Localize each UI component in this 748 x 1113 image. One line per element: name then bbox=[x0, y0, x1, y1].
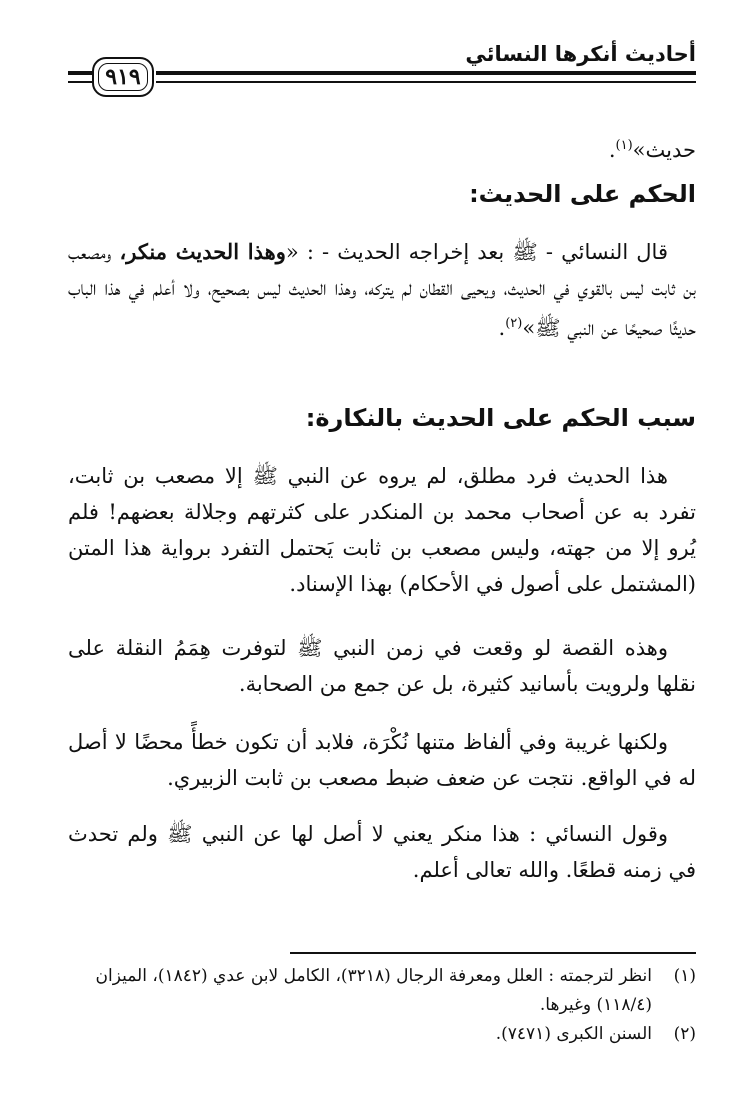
continued-line bbox=[68, 128, 696, 168]
footnote-ref-2: (٢) bbox=[505, 316, 523, 331]
heading-reason: سبب الحكم على الحديث بالنكارة: bbox=[305, 404, 696, 432]
heading-ruling: الحكم على الحديث: bbox=[469, 180, 696, 208]
page-number bbox=[92, 57, 154, 97]
footnote-item bbox=[68, 1020, 696, 1049]
footnote-text: السنن الكبرى (٧٤٧١). bbox=[495, 1024, 652, 1044]
reason-paragraph-4 bbox=[68, 816, 696, 888]
footnote-separator bbox=[290, 952, 696, 954]
reason-paragraph-1-text: هذا الحديث فرد مطلق، لم يروه عن النبي ﷺ إلا مصعب بن ثابت، تفرد به عن أصحاب محمد بن المنكدر على كثرتهم وجلالة بعضهم! فلم يُرو إلا من جهته، وليس مصعب بن ثابت يَحتمل التفرد برواية هذا المتن (المشتمل على أصول في الأحكام) بهذا الإسناد. bbox=[68, 464, 696, 596]
footnotes bbox=[68, 962, 696, 1049]
header-rule-thick bbox=[156, 71, 696, 75]
ruling-quote-bold: وهذا الحديث منكر، bbox=[119, 239, 286, 264]
header-rule-thin bbox=[156, 81, 696, 83]
page-number-text: ٩١٩ bbox=[105, 64, 141, 90]
continued-end: . bbox=[608, 138, 616, 162]
footnote-text: انظر لترجمته : العلل ومعرفة الرجال (٣٢١٨)، الكامل لابن عدي (١٨٤٢)، الميزان (١١٨/٤) وغيرها. bbox=[95, 966, 652, 1015]
reason-paragraph-4-text: وقول النسائي : هذا منكر يعني لا أصل لها عن النبي ﷺ ولم تحدث في زمنه قطعًا. والله تعالى أعلم. bbox=[68, 822, 696, 882]
reason-paragraph-3-text: ولكنها غريبة وفي ألفاظ متنها نُكْرَة، فلابد أن تكون خطأً محضًا لا أصل له في الواقع. نتجت عن ضعف ضبط مصعب بن ثابت الزبيري. bbox=[68, 730, 696, 790]
reason-paragraph-1 bbox=[68, 458, 696, 602]
footnote-number: (١) bbox=[673, 966, 696, 986]
running-title: أحاديث أنكرها النسائي bbox=[465, 42, 696, 66]
reason-paragraph-2-text: وهذه القصة لو وقعت في زمن النبي ﷺ لتوفرت هِمَمُ النقلة على نقلها ولرويت بأسانيد كثيرة، بل عن جمع من الصحابة. bbox=[68, 636, 696, 696]
ruling-rest: ومصعب بن ثابت ليس بالقوي في الحديث، ويحيى القطان لم يتركه، وهذا الحديث ليس بصحيح، ولا أعلم في هذا الباب حديثًا صحيحًا عن النبي ﷺ» bbox=[68, 240, 696, 340]
header-rule-left-thin bbox=[68, 81, 92, 83]
header-rule-left-thick bbox=[68, 71, 92, 75]
reason-paragraph-3 bbox=[68, 724, 696, 796]
ruling-paragraph bbox=[68, 234, 696, 346]
reason-paragraph-2 bbox=[68, 630, 696, 702]
footnote-ref-1: (١) bbox=[615, 138, 633, 153]
footnote-item bbox=[68, 962, 696, 1020]
ruling-intro: قال النسائي - ﷺ بعد إخراجه الحديث - : « bbox=[285, 240, 668, 264]
continued-text: حديث» bbox=[632, 138, 696, 162]
ruling-end: . bbox=[498, 316, 506, 340]
footnote-number: (٢) bbox=[673, 1024, 696, 1044]
